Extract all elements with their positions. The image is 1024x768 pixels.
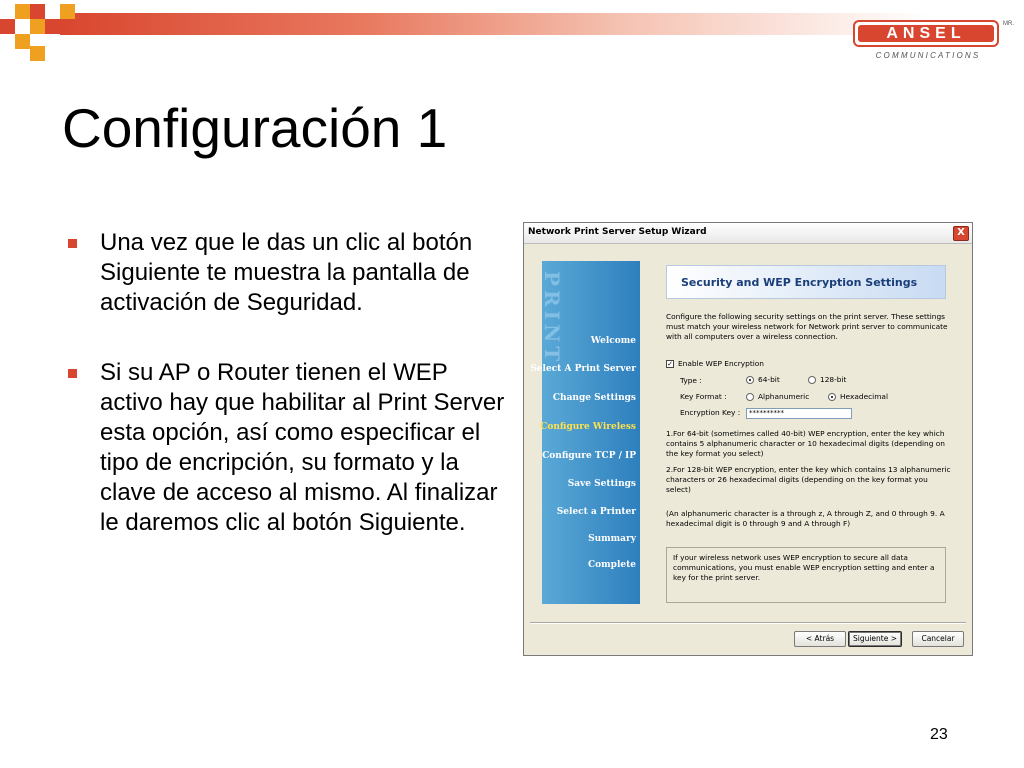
decorative-square [30, 4, 45, 19]
info-box [666, 547, 946, 603]
decorative-square [30, 46, 45, 61]
step-change-settings: Change Settings [552, 393, 636, 403]
step-save-settings: Save Settings [567, 479, 636, 489]
enable-wep-label: Enable WEP Encryption [678, 359, 764, 368]
enable-wep-checkbox[interactable]: ✓ [667, 360, 673, 368]
decorative-square [15, 4, 30, 19]
wizard-content [648, 251, 972, 621]
decorative-square [45, 19, 60, 34]
section-title: Security and WEP Encryption Settings [681, 276, 918, 289]
wizard-step-sidebar [530, 261, 640, 604]
window-titlebar[interactable] [524, 223, 972, 244]
next-button[interactable]: Siguiente > [848, 631, 902, 647]
format-alphanumeric-radio[interactable] [746, 393, 754, 401]
note-64bit: 1.For 64-bit (sometimes called 40-bit) WEP encryption, enter the key which contains 5 alphanumeric character or 10 hexadecimal digits (depending on the key format you select) [666, 429, 945, 458]
step-complete: Complete [587, 560, 636, 570]
step-configure-wireless: Configure Wireless [540, 422, 636, 432]
decorative-square [60, 4, 75, 19]
note-character-definition: (An alphanumeric character is a through z, A through Z, and 0 through 9. A hexadecimal digit is 0 through 9 and A through F) [666, 509, 945, 528]
decorative-square [15, 34, 30, 49]
encryption-key-label: Encryption Key : [680, 408, 741, 417]
step-summary: Summary [588, 534, 636, 544]
logo-frame [853, 20, 999, 47]
ansel-logo [853, 20, 1014, 64]
type-64bit-radio[interactable] [746, 376, 754, 384]
decorative-square [30, 19, 45, 34]
window-title: Network Print Server Setup Wizard [528, 227, 707, 237]
bullet-square-icon [68, 239, 77, 248]
format-hexadecimal-label: Hexadecimal [840, 392, 889, 401]
bullet-square-icon [68, 369, 77, 378]
bullet-list [68, 228, 508, 578]
step-welcome: Welcome [590, 336, 636, 346]
button-separator [530, 622, 966, 624]
type-128bit-label: 128-bit [820, 375, 847, 384]
note-128bit: 2.For 128-bit WEP encryption, enter the key which contains 13 alphanumeric characters or 26 hexadecimal digits (depending on the key format you select) [666, 465, 951, 494]
bullet-text: Si su AP o Router tienen el WEP activo hay que habilitar al Print Server esta opción, así como especificar el tipo de encripción, su formato y la clave de acceso al mismo. Al finalizar le daremos clic al botón Siguiente. [100, 359, 505, 536]
decorative-square [0, 19, 15, 34]
cancel-button[interactable]: Cancelar [912, 631, 964, 647]
page-number: 23 [930, 726, 948, 743]
intro-text: Configure the following security settings on the print server. These settings must match your wireless network for Network print server to communicate with all computers over a wireless connection. [666, 312, 948, 341]
header-gradient-bar [60, 13, 930, 35]
encryption-key-input[interactable]: ********** [746, 408, 852, 419]
bullet-item [68, 358, 508, 538]
format-hexadecimal-radio[interactable] [828, 393, 836, 401]
bullet-item [68, 228, 508, 318]
logo-mark: MR. [1003, 21, 1014, 27]
step-configure-tcpip: Configure TCP / IP [542, 451, 636, 461]
step-select-print-server: Select A Print Server [530, 364, 636, 374]
print-watermark: PRINT [540, 271, 564, 366]
type-label: Type : [680, 376, 702, 385]
close-icon[interactable]: X [953, 226, 969, 241]
back-button[interactable]: < Atrás [794, 631, 846, 647]
bullet-text: Una vez que le das un clic al botón Siguiente te muestra la pantalla de activación de Seguridad. [100, 229, 473, 316]
type-128bit-radio[interactable] [808, 376, 816, 384]
type-64bit-label: 64-bit [758, 375, 780, 384]
logo-subtitle: COMMUNICATIONS [875, 51, 981, 60]
info-box-text: If your wireless network uses WEP encryption to secure all data communications, you must enable WEP encryption setting and enter a key for the print server. [673, 553, 935, 582]
step-select-printer: Select a Printer [556, 507, 636, 517]
section-banner [666, 265, 946, 299]
format-alphanumeric-label: Alphanumeric [758, 392, 810, 401]
slide-title: Configuración 1 [62, 97, 448, 159]
logo-name: ANSEL [858, 25, 994, 42]
wizard-window [523, 222, 973, 656]
key-format-label: Key Format : [680, 392, 727, 401]
